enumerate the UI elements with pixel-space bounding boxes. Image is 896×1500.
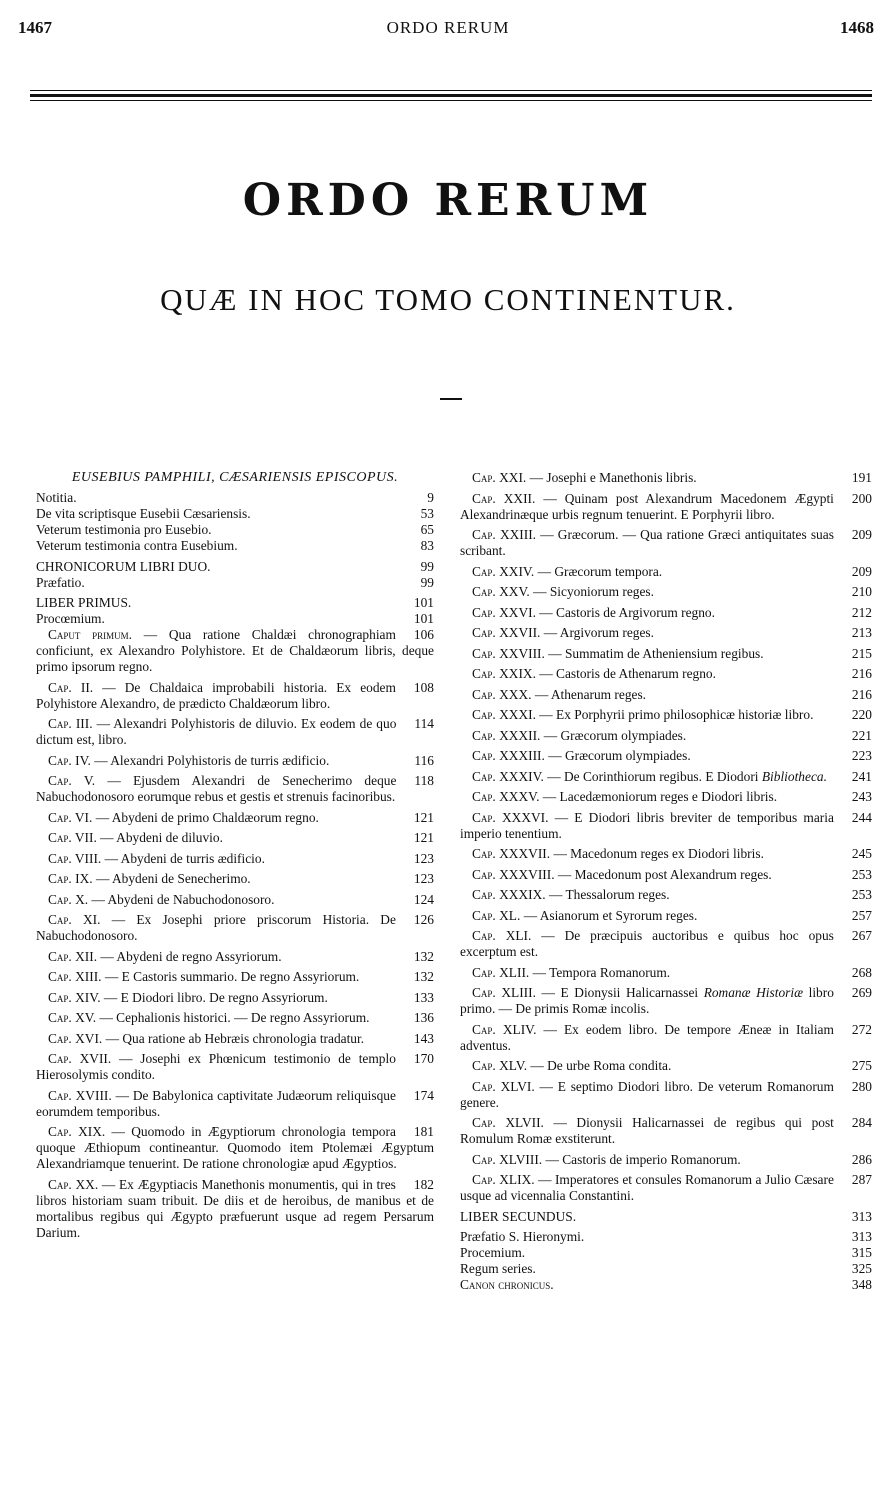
chapter-label: Cap. XVIII. — [48, 1087, 112, 1103]
toc-page-number: 99 — [420, 558, 434, 574]
chapter-label: Cap. XII. — [48, 948, 98, 964]
toc-page-number: 244 — [851, 809, 872, 825]
chapter-label: Cap. XXXIII. — [472, 748, 545, 763]
entry-text: — Thessalorum reges. — [545, 887, 670, 902]
toc-page-number: 286 — [851, 1151, 872, 1167]
toc-entry — [36, 1177, 434, 1241]
toc-page-number: 136 — [413, 1010, 434, 1025]
toc-entry — [460, 584, 872, 600]
toc-entry — [460, 789, 872, 805]
toc-page-number: 268 — [851, 964, 872, 980]
chapter-label: Cap. XLIX. — [472, 1172, 535, 1187]
toc-entry — [460, 625, 872, 641]
toc-page-number: 143 — [413, 1030, 434, 1046]
entry-text: — Græcorum tempora. — [534, 563, 663, 579]
toc-entry — [460, 810, 872, 842]
entry-text: — E Diodori libris breviter de temporibus maria imperio tenentium. — [460, 809, 834, 841]
chapter-label: Cap. XVII. — [48, 1051, 112, 1066]
chapter-label: Cap. XXV. — [472, 584, 530, 599]
toc-page-number: 223 — [851, 748, 872, 763]
toc-entry — [36, 627, 434, 675]
entry-text: — Cephalionis historici. — De regno Assyriorum. — [96, 1010, 370, 1025]
entry-text: — Dionysii Halicarnassei de regibus qui post Romulum Romæ exstiterunt. — [460, 1115, 834, 1146]
toc-page-number: 132 — [413, 969, 434, 984]
toc-page-number: 123 — [413, 871, 434, 886]
entry-text: — De Corinthiorum regibus. E Diodori — [543, 768, 762, 784]
toc-entry — [460, 666, 872, 682]
chapter-label: Cap. XXXVI. — [472, 809, 549, 825]
entry-smallcaps: Canon chronicus. — [460, 1277, 554, 1292]
toc-page-number: 200 — [851, 490, 872, 506]
chapter-label: Cap. XLVI. — [472, 1078, 535, 1094]
toc-entry — [460, 491, 872, 523]
header-rule-thick — [30, 94, 872, 97]
entry-text: — Macedonum reges ex Diodori libris. — [550, 846, 764, 861]
toc-page-number: 191 — [851, 470, 872, 485]
toc-page-number: 99 — [420, 574, 434, 590]
chapter-label: Cap. XXXVIII. — [472, 866, 555, 882]
chapter-label: Cap. XLI. — [472, 928, 532, 943]
entry-text: LIBER PRIMUS. — [36, 595, 132, 610]
chapter-label: Cap. XIII. — [48, 969, 102, 984]
toc-page-number: 118 — [414, 773, 434, 788]
toc-page-number: 101 — [413, 595, 434, 610]
entry-text: — Abydeni de Nabuchodonosoro. — [88, 891, 275, 907]
toc-page-number: 65 — [420, 522, 434, 537]
entry-text: — Ejusdem Alexandri de Senecherimo deque Nabuchodonosoro eorumque rebus et gestis et strenuis facinoribus. — [36, 773, 397, 804]
entry-text: CHRONICORUM LIBRI DUO. — [36, 558, 211, 574]
entry-text: — Castoris de Argivorum regno. — [535, 604, 715, 620]
toc-page-number: 275 — [851, 1058, 872, 1073]
toc-entry — [460, 965, 872, 981]
chapter-label: Caput primum. — [48, 627, 133, 642]
entry-text: — De præcipuis auctoribus e quibus hoc opus excerptum est. — [460, 928, 834, 959]
toc-page-number: 209 — [851, 527, 872, 542]
entry-text: — Macedonum post Alexandrum reges. — [554, 866, 772, 882]
toc-page-number: 170 — [413, 1051, 434, 1066]
chapter-label: Cap. XXXV. — [472, 789, 540, 804]
entry-text: — Abydeni de turris ædificio. — [101, 850, 265, 866]
toc-entry — [36, 680, 434, 712]
toc-page-number: 253 — [851, 887, 872, 902]
toc-page-number: 269 — [851, 985, 872, 1000]
toc-entry — [460, 846, 872, 862]
toc-entry — [36, 871, 434, 887]
toc-entry — [36, 1031, 434, 1047]
toc-page-number: 182 — [413, 1176, 434, 1192]
toc-page-number: 123 — [413, 850, 434, 866]
chapter-label: Cap. X. — [48, 891, 89, 907]
toc-entry — [460, 1152, 872, 1168]
chapter-label: Cap. XVI. — [48, 1030, 103, 1046]
chapter-label: Cap. XI. — [48, 912, 101, 927]
toc-page-number: 174 — [413, 1087, 434, 1103]
chapter-label: Cap. XXIV. — [472, 563, 535, 579]
toc-entry — [460, 985, 872, 1017]
toc-entry — [460, 1058, 872, 1074]
toc-page-number: 243 — [851, 789, 872, 804]
chapter-label: Cap. XXIX. — [472, 666, 536, 681]
entry-text: — Lacedæmoniorum reges e Diodori libris. — [539, 789, 778, 804]
toc-entry — [36, 559, 434, 575]
entry-text: — Abydeni de primo Chaldæorum regno. — [92, 809, 319, 825]
toc-entry — [460, 728, 872, 744]
toc-entry — [460, 1229, 872, 1245]
entry-text: — Tempora Romanorum. — [529, 964, 671, 980]
chapter-label: Cap. XXXII. — [472, 727, 541, 743]
toc-page-number: 9 — [427, 490, 434, 505]
toc-entry — [460, 1261, 872, 1277]
toc-entry — [460, 646, 872, 662]
entry-text: — Imperatores et consules Romanorum a Julio Cæsare usque ad vicennalia Constantini. — [460, 1172, 834, 1203]
toc-entry — [36, 773, 434, 805]
chapter-label: Cap. XLVIII. — [472, 1151, 543, 1167]
toc-page-number: 121 — [413, 809, 434, 825]
entry-text: Præfatio. — [36, 574, 85, 590]
toc-page-number: 216 — [851, 686, 872, 702]
toc-entry — [460, 748, 872, 764]
chapter-label: Cap. XLVII. — [472, 1115, 544, 1130]
toc-page-number: 181 — [413, 1124, 434, 1139]
toc-entry — [36, 1088, 434, 1120]
toc-entry — [36, 990, 434, 1006]
entry-text: De vita scriptisque Eusebii Cæsariensis. — [36, 506, 251, 521]
entry-text: — Josephi ex Phœnicum testimonio de templo Hierosolymis condito. — [36, 1051, 396, 1082]
toc-page-number: 241 — [851, 768, 872, 784]
ornament-dash — [440, 398, 462, 400]
toc-page-number: 213 — [851, 625, 872, 640]
chapter-label: Cap. V. — [48, 773, 96, 788]
toc-page-number: 106 — [413, 627, 434, 642]
toc-entry — [36, 969, 434, 985]
section-heading: EUSEBIUS PAMPHILI, CÆSARIENSIS EPISCOPUS. — [71, 470, 399, 485]
toc-entry — [36, 810, 434, 826]
toc-entry — [36, 595, 434, 611]
toc-entry — [460, 527, 872, 559]
chapter-label: Cap. VI. — [48, 809, 93, 825]
entry-text: Præfatio S. Hieronymi. — [460, 1229, 585, 1244]
toc-entry — [36, 892, 434, 908]
entry-text: — Ex eodem libro. De tempore Æneæ in Italiam adventus. — [460, 1021, 834, 1053]
entry-text: — Ex Porphyrii primo philosophicæ historiæ libro. — [535, 707, 814, 722]
chapter-label: Cap. XLII. — [472, 964, 530, 980]
toc-page-number: 284 — [851, 1115, 872, 1130]
toc-page-number: 325 — [851, 1261, 872, 1276]
entry-text: — Josephi e Manethonis libris. — [526, 470, 697, 485]
right-column — [460, 470, 872, 1293]
entry-text: — Græcorum. — Qua ratione Græci antiquitates suas scribant. — [460, 527, 834, 558]
entry-text: Veterum testimonia contra Eusebium. — [36, 538, 238, 553]
entry-text: — Ex Josephi priore priscorum Historia. De Nabuchodonosoro. — [36, 912, 396, 943]
toc-entry — [36, 1051, 434, 1083]
left-column — [36, 470, 434, 1245]
chapter-label: Cap. XXIII. — [472, 527, 537, 542]
toc-page-number: 53 — [420, 506, 434, 521]
chapter-label: Cap. IX. — [48, 871, 93, 886]
toc-page-number: 221 — [851, 727, 872, 743]
toc-page-number: 253 — [851, 866, 872, 882]
entry-text: LIBER SECUNDUS. — [460, 1208, 577, 1224]
toc-entry — [36, 538, 434, 554]
toc-entry — [36, 1010, 434, 1026]
toc-entry — [460, 1115, 872, 1147]
toc-page-number: 132 — [413, 948, 434, 964]
toc-page-number: 287 — [851, 1172, 872, 1187]
entry-text: — Castoris de imperio Romanorum. — [542, 1151, 741, 1167]
entry-text: — Qua ratione Chaldæi chronographiam conficiunt, ex Alexandro Polyhistore. Et de Chaldæorum libris, deque primo ipsorum regno. — [36, 627, 434, 674]
toc-page-number: 101 — [413, 611, 434, 626]
entry-text: Procemium. — [460, 1245, 526, 1260]
chapter-label: Cap. XV. — [48, 1010, 97, 1025]
toc-entry — [460, 470, 872, 486]
entry-italic: Bibliotheca. — [761, 768, 827, 784]
entry-text: — De urbe Roma condita. — [527, 1058, 672, 1073]
toc-page-number: 212 — [851, 604, 872, 620]
toc-page-number: 280 — [851, 1078, 872, 1094]
chapter-label: Cap. XIV. — [48, 989, 101, 1005]
toc-entry — [36, 506, 434, 522]
toc-entry — [460, 1277, 872, 1293]
entry-text: — Athenarum reges. — [531, 686, 647, 702]
toc-entry — [36, 1124, 434, 1172]
chapter-label: Cap. XLIV. — [472, 1021, 537, 1037]
toc-entry — [460, 707, 872, 723]
header-rule-thin-bottom — [30, 100, 872, 101]
toc-page-number: 121 — [413, 830, 434, 845]
toc-page-number: 210 — [851, 584, 872, 599]
entry-text: — Alexandri Polyhistoris de diluvio. Ex eodem de quo dictum est, libro. — [36, 716, 397, 747]
running-head — [0, 18, 896, 42]
entry-text: — E Castoris summario. De regno Assyriorum. — [101, 969, 360, 984]
toc-page-number: 272 — [851, 1021, 872, 1037]
toc-page-number: 124 — [413, 891, 434, 907]
entry-text: — Sicyoniorum reges. — [529, 584, 654, 599]
toc-page-number: 215 — [851, 645, 872, 661]
entry-text: — Summatim de Atheniensium regibus. — [544, 645, 764, 661]
entry-text: — Castoris de Athenarum regno. — [535, 666, 716, 681]
chapter-label: Cap. VII. — [48, 830, 97, 845]
toc-entry — [36, 949, 434, 965]
chapter-label: Cap. XIX. — [48, 1124, 106, 1139]
toc-page-number: 114 — [414, 716, 434, 731]
toc-entry — [36, 851, 434, 867]
entry-text-cont: libro primo. — De primis Romæ incolis. — [460, 985, 834, 1016]
toc-entry — [460, 928, 872, 960]
toc-entry — [36, 830, 434, 846]
chapter-label: Cap. XXII. — [472, 490, 536, 506]
chapter-label: Cap. IV. — [48, 752, 91, 768]
toc-entry — [36, 912, 434, 944]
toc-entry — [460, 1079, 872, 1111]
entry-text: — Quomodo in Ægyptiorum chronologia tempora quoque Æthiopum contineantur. Quomodo item Ptolemæi Ægyptum Alexandriamque tenuerint. De ratione chronologiæ apud Ægyptios. — [36, 1124, 434, 1171]
chapter-label: Cap. XLV. — [472, 1058, 528, 1073]
entry-text: Veterum testimonia pro Eusebio. — [36, 522, 212, 537]
entry-text: Procœmium. — [36, 611, 105, 626]
entry-italic: Romanæ Historiæ — [703, 985, 804, 1000]
header-rule-thin-top — [30, 90, 872, 91]
entry-text: — Asianorum et Syrorum reges. — [520, 907, 698, 923]
entry-text: — Græcorum olympiades. — [544, 748, 691, 763]
entry-text: — De Babylonica captivitate Judæorum reliquisque eorumdem temporibus. — [36, 1087, 396, 1119]
chapter-label: Cap. XXVIII. — [472, 645, 545, 661]
toc-page-number: 220 — [851, 707, 872, 722]
toc-entry — [36, 522, 434, 538]
entry-text: — Abydeni de diluvio. — [96, 830, 223, 845]
entry-text: — Abydeni de Senecherimo. — [92, 871, 251, 886]
toc-page-number: 126 — [413, 912, 434, 927]
right-page-number: 1468 — [840, 18, 874, 37]
toc-page-number: 257 — [851, 907, 872, 923]
toc-page-number: 315 — [851, 1245, 872, 1260]
toc-page-number: 133 — [413, 989, 434, 1005]
toc-entry — [36, 716, 434, 748]
chapter-label: Cap. XXVI. — [472, 604, 536, 620]
toc-entry — [36, 575, 434, 591]
toc-page-number: 267 — [851, 928, 872, 943]
toc-page-number: 245 — [851, 846, 872, 861]
chapter-label: Cap. XX. — [48, 1176, 99, 1192]
toc-entry — [460, 1209, 872, 1225]
entry-text: — E Dionysii Halicarnassei — [535, 985, 704, 1000]
toc-page-number: 108 — [413, 679, 434, 695]
entry-text: — E septimo Diodori libro. De veterum Romanorum genere. — [460, 1078, 834, 1110]
toc-entry — [36, 490, 434, 506]
toc-page-number: 209 — [851, 563, 872, 579]
page-subtitle: QUÆ IN HOC TOMO CONTINENTUR. — [160, 282, 736, 317]
chapter-label: Cap. XLIII. — [472, 985, 536, 1000]
chapter-label: Cap. II. — [48, 679, 94, 695]
entry-text: — De Chaldaica improbabili historia. Ex eodem Polyhistore Alexandro, de prædicto Chaldæorum libro. — [36, 679, 396, 711]
chapter-label: Cap. XXXI. — [472, 707, 536, 722]
chapter-label: Cap. XXXIV. — [472, 768, 544, 784]
entry-text: — Argivorum reges. — [540, 625, 654, 640]
toc-entry — [460, 687, 872, 703]
chapter-label: Cap. XXXVII. — [472, 846, 551, 861]
toc-page-number: 216 — [851, 666, 872, 681]
toc-entry — [460, 908, 872, 924]
toc-entry — [36, 611, 434, 627]
chapter-label: Cap. XXX. — [472, 686, 532, 702]
toc-entry — [460, 564, 872, 580]
chapter-label: Cap. XL. — [472, 907, 521, 923]
entry-text: — E Diodori libro. De regno Assyriorum. — [100, 989, 328, 1005]
entry-text: Regum series. — [460, 1261, 536, 1276]
chapter-label: Cap. VIII. — [48, 850, 102, 866]
toc-page-number: 116 — [414, 752, 434, 768]
toc-entry — [460, 1022, 872, 1054]
chapter-label: Cap. XXXIX. — [472, 887, 546, 902]
entry-text: — Ex Ægyptiacis Manethonis monumentis, qui in tres libros historiam suam tribuit. De diis et de heroibus, de manibus et de mortalibus regibus qui Ægypto præfuerunt usque ad regem Persarum Darium. — [36, 1176, 434, 1240]
toc-entry — [460, 1245, 872, 1261]
page-title: ORDO RERUM — [242, 175, 654, 226]
left-page-number: 1467 — [18, 18, 52, 37]
toc-entry — [460, 1172, 872, 1204]
entry-text: — Abydeni de regno Assyriorum. — [97, 948, 282, 964]
toc-page-number: 313 — [851, 1208, 872, 1224]
toc-page-number: 83 — [420, 538, 434, 553]
entry-text: — Græcorum olympiades. — [540, 727, 687, 743]
toc-page-number: 348 — [851, 1277, 872, 1292]
chapter-label: Cap. XXI. — [472, 470, 527, 485]
running-head-title: ORDO RERUM — [386, 18, 510, 37]
toc-page-number: 313 — [851, 1229, 872, 1244]
entry-text: — Qua ratione ab Hebræis chronologia tradatur. — [102, 1030, 365, 1046]
chapter-label: Cap. XXVII. — [472, 625, 541, 640]
toc-entry — [36, 753, 434, 769]
entry-text: Notitia. — [36, 490, 77, 505]
toc-entry — [460, 605, 872, 621]
entry-text: — Quinam post Alexandrum Macedonem Ægypti Alexandrinæque urbis regnum tenuerint. E Porphyrii libro. — [460, 490, 834, 522]
entry-text: — Alexandri Polyhistoris de turris ædificio. — [90, 752, 330, 768]
toc-entry — [460, 867, 872, 883]
toc-entry — [460, 769, 872, 785]
toc-entry — [460, 887, 872, 903]
chapter-label: Cap. III. — [48, 716, 93, 731]
